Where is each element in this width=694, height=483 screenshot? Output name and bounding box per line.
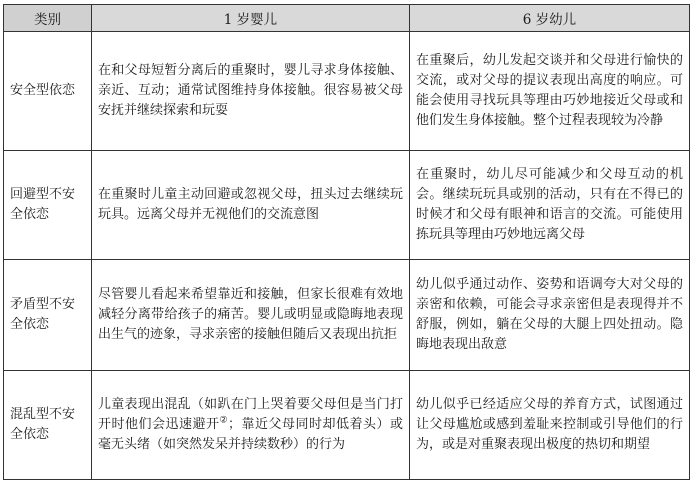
infant-text-before: 儿童表现出混乱（如趴在门上哭着要父母但是当门打开时他们会迅速避开	[98, 397, 403, 432]
child-cell: 幼儿似乎通过动作、姿势和语调夸大对父母的亲密和依赖，可能会寻求亲密但是表现得并不舒服，例如，躺在父母的大腿上四处扭动。隐晦地表现出敌意	[410, 260, 690, 371]
infant-text-after: ；靠近父母同时却低着头）或毫无头绪（如突然发呆并持续数秒）的行为	[98, 417, 403, 452]
infant-cell	[92, 371, 410, 480]
child-cell: 在重聚后，幼儿发起交谈并和父母进行愉快的交流，或对父母的提议表现出高度的响应。可能会使用寻找玩具等理由巧妙地接近父母或和他们发生身体接触。整个过程表现较为冷静	[410, 32, 690, 151]
infant-cell: 在和父母短暂分离后的重聚时，婴儿寻求身体接触、亲近、互动；通常试图维持身体接触。很容易被父母安抚并继续探索和玩耍	[92, 32, 410, 151]
category-cell: 回避型不安全依恋	[4, 151, 92, 260]
attachment-types-table	[3, 4, 690, 480]
infant-cell: 尽管婴儿看起来希望靠近和接触，但家长很难有效地减轻分离带给孩子的痛苦。婴儿或明显或隐晦地表现出生气的迹象，寻求亲密的接触但随后又表现出抗拒	[92, 260, 410, 371]
header-row	[4, 5, 690, 32]
category-cell: 安全型依恋	[4, 32, 92, 151]
header-category: 类别	[4, 5, 92, 32]
header-child: 6 岁幼儿	[410, 5, 690, 32]
child-cell: 在重聚时，幼儿尽可能减少和父母互动的机会。继续玩玩具或别的活动，只有在不得已的时候才和父母有眼神和语言的交流。可能使用拣玩具等理由巧妙地远离父母	[410, 151, 690, 260]
footnote-marker[interactable]: ②	[219, 415, 229, 426]
infant-cell: 在重聚时儿童主动回避或忽视父母，扭头过去继续玩玩具。远离父母并无视他们的交流意图	[92, 151, 410, 260]
category-cell: 矛盾型不安全依恋	[4, 260, 92, 371]
header-infant: 1 岁婴儿	[92, 5, 410, 32]
table-row	[4, 151, 690, 260]
category-cell: 混乱型不安全依恋	[4, 371, 92, 480]
table-row	[4, 260, 690, 371]
child-cell: 幼儿似乎已经适应父母的养育方式，试图通过让父母尴尬或感到羞耻来控制或引导他们的行为，或是对重聚表现出极度的热切和期望	[410, 371, 690, 480]
table-row	[4, 32, 690, 151]
table-row	[4, 371, 690, 480]
